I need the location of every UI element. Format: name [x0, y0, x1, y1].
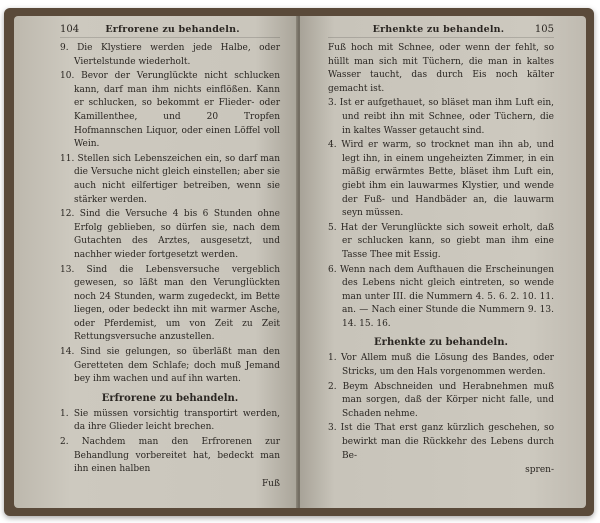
list-item: 1. Sie müssen vorsichtig transportirt werden, da ihre Glieder leicht brechen.	[60, 408, 280, 433]
list-item: 1. Vor Allem muß die Lösung des Bandes, oder Stricks, um den Hals vorgenommen werden.	[328, 353, 554, 378]
catchword-right: spren-	[525, 465, 554, 476]
running-title-right: Erhenkte zu behandeln.	[372, 24, 505, 35]
list-item: 6. Wenn nach dem Aufthauen die Erscheinungen des Lebens nicht gleich eintreten, so wende man unter III. die Nummern 4. 5. 6. 2. 10. 11. an. — Nach einer Stunde die Nummern 9. 13. 14. 15. 16.	[328, 264, 554, 329]
running-title-left: Erfrorene zu behandeln.	[105, 24, 240, 35]
right-section-list	[328, 352, 554, 463]
section-heading-right: Erhenkte zu behandeln.	[374, 337, 508, 349]
list-item: 10. Bevor der Verunglückte nicht schlucken kann, darf man ihm nichts einflößen. Kann er schlucken, so bekommt er Flieder- oder Kamillenthee, und 20 Tropfen Hofmannschen Liquor, oder einen Löffel voll Wein.	[60, 71, 280, 150]
left-item-list	[60, 42, 280, 387]
list-item: 3. Ist er aufgethauet, so bläset man ihm Luft ein, und reibt ihn mit Schnee, oder Tüchern, die in kaltes Wasser getaucht sind.	[328, 98, 554, 136]
list-item: 3. Ist die That erst ganz kürzlich geschehen, so bewirkt man die Rückkehr des Lebens durch Be-	[328, 423, 554, 461]
catchword-left: Fuß	[261, 478, 280, 489]
section-heading-left: Erfrorene zu behandeln.	[101, 392, 239, 404]
page-number-right: 105	[534, 24, 554, 35]
list-item: 11. Stellen sich Lebenszeichen ein, so darf man die Versuche nicht gleich einstellen; aber sie auch nicht eilfertiger betreiben, wenn sie stärker werden.	[60, 153, 280, 205]
list-item: 14. Sind sie gelungen, so überläßt man den Geretteten dem Schlafe; doch muß Jemand bey ihm wachen und auf ihn warten.	[60, 347, 280, 385]
left-page	[14, 16, 298, 508]
left-section-list	[60, 408, 280, 477]
list-item: 9. Die Klystiere werden jede Halbe, oder Viertelstunde wiederholt.	[60, 43, 280, 67]
list-item: 4. Wird er warm, so trocknet man ihn ab, und legt ihn, in einem ungeheizten Zimmer, in ein mäßig erwärmtes Bette, bläset ihm Luft ein, giebt ihm ein lauwarmes Klystier, und wende der Fuß- und Handbäder an, die lauwarm seyn müssen.	[328, 140, 554, 219]
list-item: 2. Beym Abschneiden und Herabnehmen muß man sorgen, daß der Körper nicht falle, und Schaden nehme.	[328, 381, 554, 419]
page-number-left: 104	[60, 24, 80, 35]
right-page-header	[328, 24, 554, 38]
list-item: 13. Sind die Lebensversuche vergeblich gewesen, so läßt man den Verunglückten noch 24 Stunden, warm zugedeckt, im Bette liegen, oder bedeckt ihn mit warmer Asche, oder Pferdemist, um von Zeit zu Zeit Rettungsversuche anzustellen.	[60, 264, 280, 343]
list-item: 5. Hat der Verunglückte sich soweit erholt, daß er schlucken kann, so giebt man ihm eine Tasse Thee mit Essig.	[328, 222, 554, 260]
right-page	[300, 16, 586, 508]
open-book	[4, 8, 594, 516]
right-item-list	[328, 97, 554, 331]
list-item: 12. Sind die Versuche 4 bis 6 Stunden ohne Erfolg geblieben, so dürfen sie, nach dem Gutachten des Arztes, ausgesetzt, und nachher wieder fortgesetzt werden.	[60, 209, 280, 260]
continuation-text: Fuß hoch mit Schnee, oder wenn der fehlt, so hüllt man sich mit Tüchern, die man in kaltes Wasser taucht, das durch Eis noch kälter gemacht ist.	[328, 43, 554, 94]
list-item: 2. Nachdem man den Erfrorenen zur Behandlung vorbereitet hat, bedeckt man ihn einen halben	[60, 437, 280, 475]
left-page-header	[60, 24, 280, 38]
